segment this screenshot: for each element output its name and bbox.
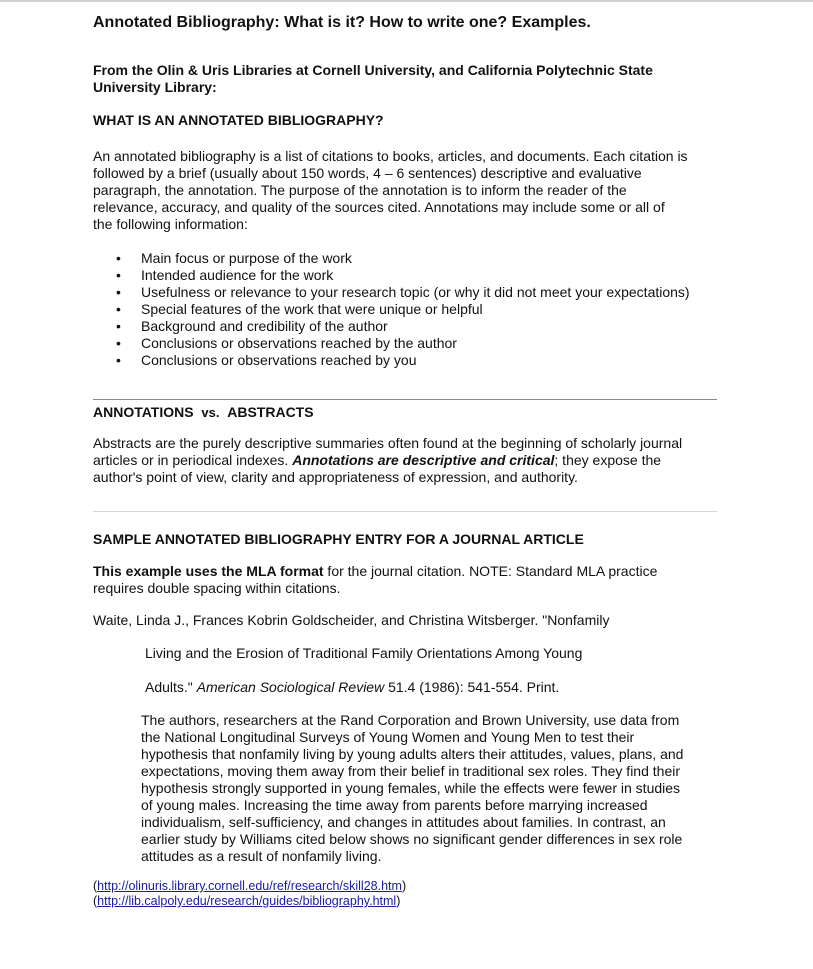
list-item: • Conclusions or observations reached by you xyxy=(93,352,690,369)
mla-note: This example uses the MLA format for the journal citation. NOTE: Standard MLA practice requires double spacing within citations. xyxy=(93,563,658,596)
abstracts-paragraph: Abstracts are the purely descriptive summaries often found at the beginning of scholarly journal articles or in periodical indexes. Annotations are descriptive and critical; they expose the author's point of view, clarity and appropriateness of expression, and authority. xyxy=(93,435,683,485)
heading-sample-entry: SAMPLE ANNOTATED BIBLIOGRAPHY ENTRY FOR A JOURNAL ARTICLE xyxy=(93,531,584,547)
top-border xyxy=(0,0,813,2)
citation-line-3: Adults." American Sociological Review 51.4 (1986): 541-554. Print. xyxy=(145,679,560,695)
calpoly-link[interactable]: http://lib.calpoly.edu/research/guides/bibliography.html xyxy=(97,894,397,908)
list-item: • Usefulness or relevance to your research topic (or why it did not meet your expectations) xyxy=(93,284,690,301)
list-item: • Conclusions or observations reached by the author xyxy=(93,335,690,352)
list-item: • Special features of the work that were unique or helpful xyxy=(93,301,690,318)
source-links: (http://olinuris.library.cornell.edu/ref/research/skill28.htm) (http://lib.calpoly.edu/research/guides/bibliography.html) xyxy=(93,879,407,908)
list-item: • Intended audience for the work xyxy=(93,267,690,284)
source-attribution: From the Olin & Uris Libraries at Cornell University, and California Polytechnic State University Library: xyxy=(93,62,653,95)
list-item: • Background and credibility of the author xyxy=(93,318,690,335)
section-divider xyxy=(93,511,717,512)
heading-what-is: WHAT IS AN ANNOTATED BIBLIOGRAPHY? xyxy=(93,112,384,128)
cornell-link[interactable]: http://olinuris.library.cornell.edu/ref/research/skill28.htm xyxy=(97,879,402,893)
citation-line-1: Waite, Linda J., Frances Kobrin Goldscheider, and Christina Witsberger. "Nonfamily xyxy=(93,612,610,628)
list-item: • Main focus or purpose of the work xyxy=(93,250,690,267)
information-list xyxy=(93,250,690,369)
definition-paragraph: An annotated bibliography is a list of citations to books, articles, and documents. Each citation is followed by a brief (usually about 150 words, 4 – 6 sentences) descriptive and evaluative paragraph, the annotation. The purpose of the annotation is to inform the reader of the relevance, accuracy, and quality of the sources cited. Annotations may include some or all of the following information: xyxy=(93,148,688,232)
section-divider xyxy=(93,399,717,400)
document-title: Annotated Bibliography: What is it? How to write one? Examples. xyxy=(93,14,591,31)
annotation-paragraph: The authors, researchers at the Rand Corporation and Brown University, use data from the National Longitudinal Surveys of Young Women and Young Men to test their hypothesis that nonfamily living by young adults alters their attitudes, values, plans, and expectations, moving them away from their belief in traditional sex roles. They find their hypothesis strongly supported in young females, while the effects were fewer in studies of young males. Increasing the time away from parents before marrying increased individualism, self-sufficiency, and changes in attitudes about families. In contrast, an earlier study by Williams cited below shows no significant gender differences in sex role attitudes as a result of nonfamily living. xyxy=(141,712,684,864)
citation-line-2: Living and the Erosion of Traditional Family Orientations Among Young xyxy=(145,645,583,661)
heading-annotations-vs-abstracts: ANNOTATIONS vs. ABSTRACTS xyxy=(93,404,314,420)
